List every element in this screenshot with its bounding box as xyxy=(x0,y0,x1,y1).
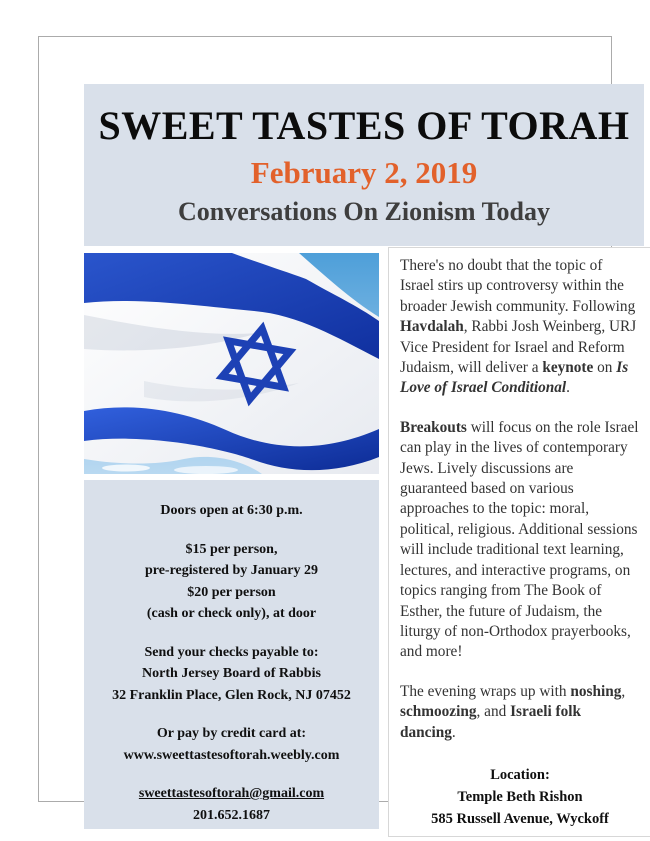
page-title: SWEET TASTES OF TORAH xyxy=(98,103,630,148)
paragraph: Breakouts will focus on the role Israel can play in the lives of contemporary Jews. Lively discussions are guaranteed based on various approaches to the topic: moral, political, religious. Additional sessions will include traditional text learning, lectures, and interactive programs, on topics ranging from The Book of Esther, the future of Judaism, the liturgy of non-Orthodox prayerbooks, and more! xyxy=(400,418,639,661)
cloud xyxy=(174,466,238,474)
email-link[interactable]: sweettastesoftorah@gmail.com xyxy=(138,786,325,801)
info-line: $20 per person xyxy=(187,584,276,600)
location-line: 585 Russell Avenue, Wyckoff xyxy=(431,810,609,827)
paragraph: There's no doubt that the topic of Israel stirs up controversy within the broader Jewish community. Following Havdalah, Rabbi Josh Weinberg, URJ Vice President for Israel and Reform Judaism, will deliver a keynote on Is Love of Israel Conditional. xyxy=(400,257,637,397)
info-line: (cash or check only), at door xyxy=(146,606,317,621)
info-line: $15 per person, xyxy=(185,541,278,557)
info-line: pre-registered by January 29 xyxy=(144,563,319,578)
cloud xyxy=(102,465,150,472)
info-line: Or pay by credit card at: xyxy=(156,726,307,741)
info-group xyxy=(92,539,371,625)
paragraph: The evening wraps up with noshing, schmoozing, and Israeli folk dancing. xyxy=(400,682,626,741)
info-line: Send your checks payable to: xyxy=(144,644,319,660)
location-line: Temple Beth Rishon xyxy=(457,788,583,805)
info-line: North Jersey Board of Rabbis xyxy=(142,666,321,681)
description-panel xyxy=(388,247,650,837)
event-date: February 2, 2019 xyxy=(250,155,478,190)
israel-flag-photo xyxy=(84,253,379,474)
info-line: 32 Franklin Place, Glen Rock, NJ 07452 xyxy=(112,687,351,703)
page-border-frame xyxy=(38,36,639,827)
event-details-panel xyxy=(84,480,379,829)
description-text xyxy=(400,256,640,743)
info-line: Doors open at 6:30 p.m. xyxy=(160,503,303,518)
header-banner xyxy=(84,84,644,246)
info-line: www.sweettastesoftorah.weebly.com xyxy=(123,747,340,763)
info-group xyxy=(92,723,371,766)
info-group xyxy=(92,642,371,707)
info-group xyxy=(92,500,371,522)
event-subtitle: Conversations On Zionism Today xyxy=(177,197,551,226)
info-line: 201.652.1687 xyxy=(193,807,270,823)
info-group xyxy=(92,783,371,826)
location-line: Location: xyxy=(490,766,550,783)
location-block xyxy=(400,764,640,830)
